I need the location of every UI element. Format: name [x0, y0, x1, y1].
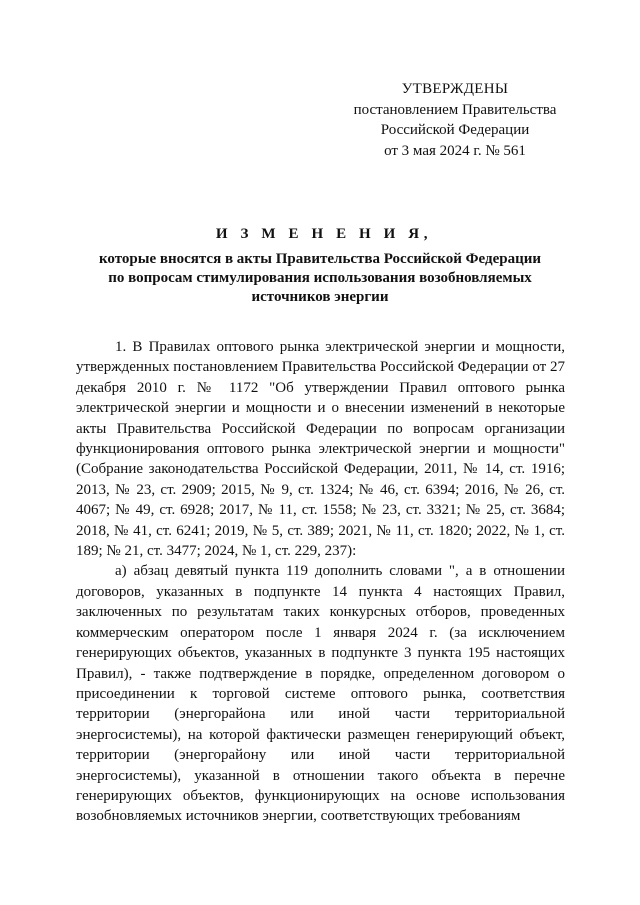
- approval-line-date-number: от 3 мая 2024 г. № 561: [384, 142, 526, 159]
- approval-line-government: Российской Федерации: [380, 122, 530, 138]
- document-title: И З М Е Н Е Н И Я,: [215, 226, 433, 242]
- paragraph-subitem-a: а) абзац девятый пункта 119 дополнить словами ", а в отношении договоров, указанных в подпункте 14 пункта 4 настоящих Правил, заключенных по результатам таких конкурсных отборов, проведенных коммерческим оператором после 1 января 2024 г. (за исключением генерирующих объектов, указанных в подпункте 3 пункта 195 настоящих Правил), - также подтверждение в порядке, определенном договором о присоединении к торговой системе оптового рынка, соответствия территории (энергорайона или иной части территориальной энергосистемы), на которой фактически размещен генерирующий объект, территории (энергорайону или иной части территориальной энергосистемы), указанной в отношении такого объекта в перечне генерирующих объектов, функционирующих на основе использования возобновляемых источников энергии, соответствующих требованиям: [76, 563, 565, 825]
- document-subtitle: [90, 250, 550, 307]
- subtitle-line-1: которые вносятся в акты Правительства Российской Федерации: [98, 251, 542, 267]
- document-body: [76, 337, 565, 827]
- subtitle-line-3: источников энергии: [251, 289, 389, 305]
- approval-line-resolution: постановлением Правительства: [353, 101, 557, 118]
- approval-heading: УТВЕРЖДЕНЫ: [401, 81, 509, 97]
- paragraph-1: 1. В Правилах оптового рынка электрической энергии и мощности, утвержденных постановлением Правительства Российской Федерации от 27 декабря 2010 г. № 1172 "Об утверждении Правил оптового рынка электрической энергии и мощности и о внесении изменений в некоторые акты Правительства Российской Федерации по вопросам организации функционирования оптового рынка электрической энергии и мощности" (Собрание законодательства Российской Федерации, 2011, № 14, ст. 1916; 2013, № 23, ст. 2909; 2015, № 9, ст. 1324; № 46, ст. 6394; 2016, № 26, ст. 4067; № 49, ст. 6928; 2017, № 11, ст. 1558; № 23, ст. 3321; № 25, ст. 3684; 2018, № 41, ст. 6241; 2019, № 5, ст. 389; 2021, № 11, ст. 1820; 2022, № 1, ст. 189; № 21, ст. 3477; 2024, № 1, ст. 229, 237):: [76, 339, 565, 560]
- approval-block: [330, 79, 580, 161]
- subtitle-line-2: по вопросам стимулирования использования возобновляемых: [108, 270, 532, 286]
